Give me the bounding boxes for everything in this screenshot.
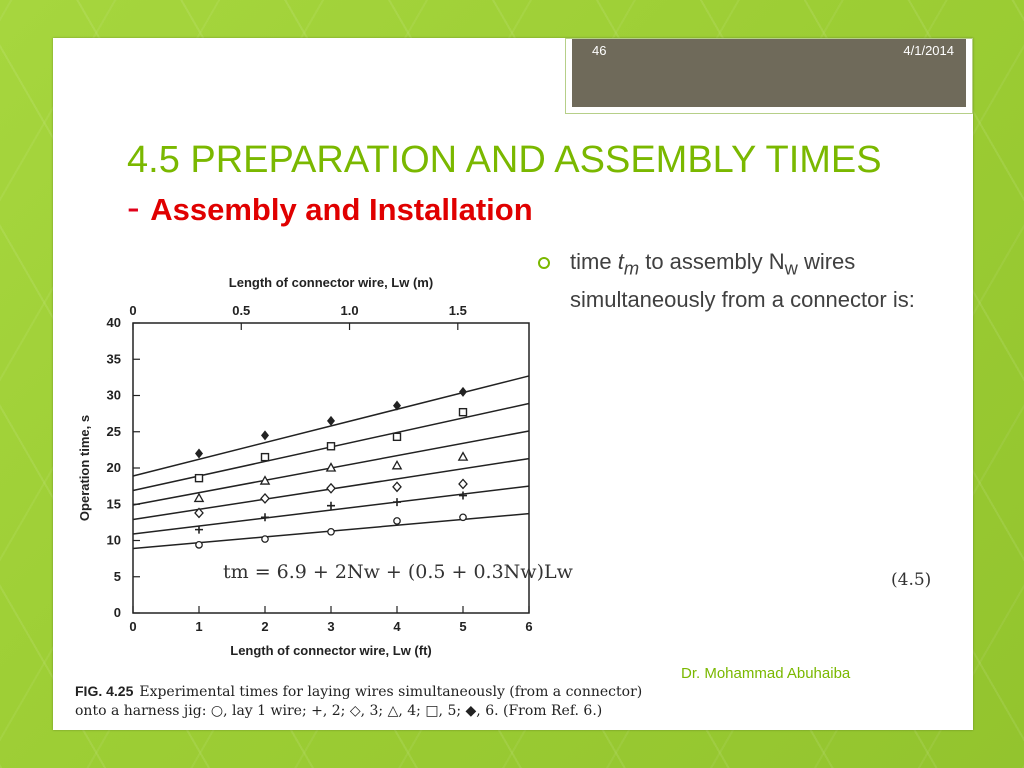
y-tick-label: 5	[113, 568, 121, 584]
y-tick-label: 35	[106, 351, 121, 367]
y-tick-label: 20	[106, 460, 121, 475]
point-series-5	[262, 454, 269, 461]
y-tick-label: 25	[106, 423, 121, 439]
bullet-text	[570, 246, 938, 316]
title-main: 4.5 PREPARATION AND ASSEMBLY TIMES	[127, 139, 882, 181]
y-tick-label: 0	[113, 605, 121, 620]
point-series-1	[394, 518, 400, 524]
point-series-2	[261, 513, 269, 521]
assembly-time-chart	[73, 271, 533, 661]
caption-label: FIG. 4.25	[75, 683, 134, 699]
point-series-3	[261, 494, 269, 503]
y-tick-label: 10	[106, 532, 121, 548]
point-series-3	[327, 484, 335, 493]
slide-title	[127, 136, 887, 234]
point-series-1	[196, 542, 202, 548]
equation-number: (4.5)	[891, 570, 932, 590]
x-tick-label: 5	[459, 619, 467, 634]
x2-tick-label: 1.5	[448, 303, 467, 318]
equation: tm = 6.9 + 2Nw + (0.5 + 0.3Nw)Lw	[223, 561, 573, 583]
x2-tick-label: 0	[129, 303, 137, 318]
figure-caption	[75, 682, 675, 721]
point-series-2	[393, 498, 401, 506]
x-tick-label: 6	[525, 619, 533, 634]
author-name: Dr. Mohammad Abuhaiba	[681, 665, 851, 682]
x2-axis-label: Length of connector wire, Lw (m)	[228, 275, 434, 290]
bullet-tm: t	[617, 249, 624, 274]
point-series-3	[459, 479, 467, 488]
x2-tick-label: 1.0	[340, 303, 359, 318]
y-tick-label: 30	[106, 387, 121, 403]
caption-text: Experimental times for laying wires simultaneously (from a connector) onto a harness jig: ○, lay 1 wire; +, 2; ◇, 3; △, 4; □, 5; ◆, 6. (From Ref. 6.)	[75, 684, 643, 719]
point-series-5	[328, 443, 335, 450]
y-tick-label: 40	[106, 315, 121, 330]
x-axis-label: Length of connector wire, Lw (ft)	[230, 643, 432, 658]
slide-date: 4/1/2014	[903, 43, 954, 58]
point-series-5	[394, 433, 401, 440]
title-subtitle: Assembly and Installation	[150, 192, 533, 227]
fit-line	[133, 376, 529, 476]
x-tick-label: 2	[261, 619, 269, 634]
y-axis-label: Operation time, s	[77, 414, 92, 522]
header-bar	[572, 39, 966, 107]
point-series-5	[196, 475, 203, 482]
bullet-post: wires simultaneously from a connector is:	[570, 249, 915, 313]
bullet-mid: to assembly N	[639, 249, 785, 274]
point-series-4	[195, 494, 203, 502]
x-tick-label: 4	[393, 619, 401, 634]
header-box	[565, 38, 973, 114]
point-series-1	[262, 536, 268, 542]
point-series-4	[459, 453, 467, 461]
point-series-2	[327, 502, 335, 510]
title-dash: -	[127, 187, 140, 229]
point-series-2	[459, 492, 467, 500]
y-tick-label: 15	[106, 496, 121, 512]
x-tick-label: 0	[129, 619, 137, 634]
point-series-6	[459, 387, 467, 397]
point-series-1	[328, 529, 334, 535]
point-series-3	[393, 482, 401, 491]
x2-tick-label: 0.5	[232, 303, 251, 318]
point-series-6	[261, 430, 269, 440]
bullet-tm-sub: m	[623, 257, 640, 279]
point-series-1	[460, 514, 466, 520]
slide	[53, 38, 973, 730]
point-series-5	[460, 409, 467, 416]
bullet-icon	[538, 257, 550, 269]
slide-number: 46	[592, 43, 607, 58]
x-tick-label: 3	[327, 619, 335, 634]
x-tick-label: 1	[195, 619, 203, 634]
bullet-nw-sub: w	[784, 257, 798, 279]
point-series-6	[195, 449, 203, 459]
bullet-item	[538, 246, 938, 316]
point-series-6	[327, 416, 335, 426]
bullet-pre: time	[570, 249, 618, 274]
point-series-4	[393, 461, 401, 469]
